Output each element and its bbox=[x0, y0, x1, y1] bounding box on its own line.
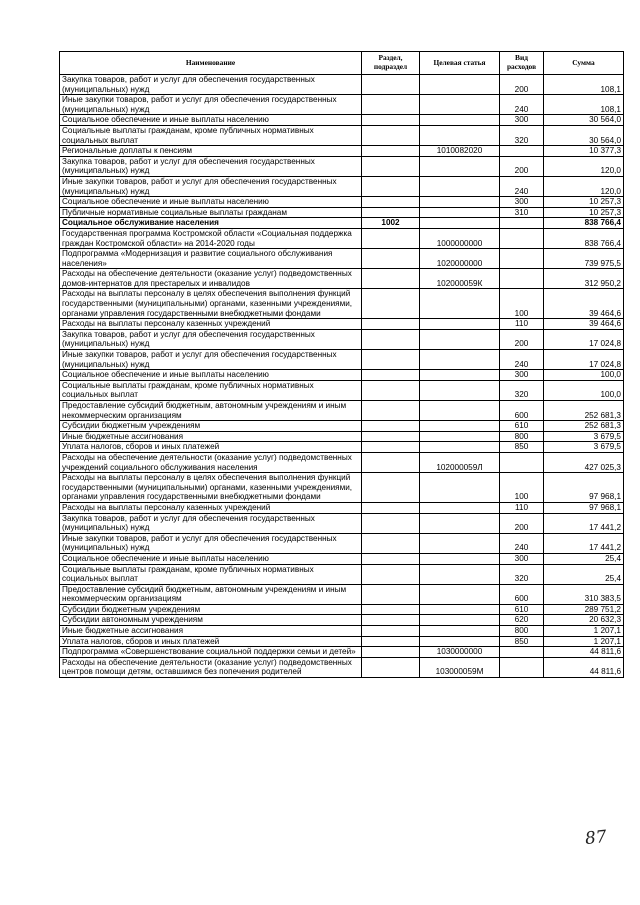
cell-kind bbox=[500, 269, 544, 289]
cell-target: 1030000000 bbox=[420, 647, 500, 658]
table-row bbox=[60, 421, 624, 432]
cell-sum: 739 975,5 bbox=[544, 249, 624, 269]
table-row bbox=[60, 95, 624, 115]
cell-kind: 600 bbox=[500, 584, 544, 604]
cell-kind: 300 bbox=[500, 553, 544, 564]
table-header bbox=[60, 52, 624, 75]
table-row bbox=[60, 176, 624, 196]
cell-kind: 320 bbox=[500, 125, 544, 145]
cell-section bbox=[362, 401, 420, 421]
table-row bbox=[60, 218, 624, 229]
cell-section bbox=[362, 197, 420, 208]
cell-section bbox=[362, 380, 420, 400]
cell-sum: 44 811,6 bbox=[544, 657, 624, 677]
budget-table bbox=[59, 51, 624, 678]
cell-name: Закупка товаров, работ и услуг для обеспечения государственных (муниципальных) нужд bbox=[60, 329, 362, 349]
cell-name: Расходы на обеспечение деятельности (оказание услуг) подведомственных учреждений социального обслуживания населения bbox=[60, 452, 362, 472]
header-section: Раздел, подраздел bbox=[362, 52, 420, 75]
table-row bbox=[60, 350, 624, 370]
table-row bbox=[60, 249, 624, 269]
table-row bbox=[60, 564, 624, 584]
cell-kind: 320 bbox=[500, 564, 544, 584]
cell-kind: 200 bbox=[500, 329, 544, 349]
cell-name: Социальное обеспечение и иные выплаты населению bbox=[60, 197, 362, 208]
cell-sum: 312 950,2 bbox=[544, 269, 624, 289]
cell-kind bbox=[500, 647, 544, 658]
cell-section bbox=[362, 533, 420, 553]
cell-kind: 610 bbox=[500, 421, 544, 432]
cell-name: Социальные выплаты гражданам, кроме публичных нормативных социальных выплат bbox=[60, 380, 362, 400]
cell-name: Иные бюджетные ассигнования bbox=[60, 431, 362, 442]
cell-kind bbox=[500, 657, 544, 677]
cell-kind: 200 bbox=[500, 513, 544, 533]
cell-kind: 110 bbox=[500, 502, 544, 513]
cell-section bbox=[362, 604, 420, 615]
cell-name: Иные закупки товаров, работ и услуг для обеспечения государственных (муниципальных) нужд bbox=[60, 533, 362, 553]
cell-kind: 240 bbox=[500, 350, 544, 370]
table-row bbox=[60, 647, 624, 658]
cell-sum: 1 207,1 bbox=[544, 636, 624, 647]
cell-section bbox=[362, 615, 420, 626]
table-row bbox=[60, 452, 624, 472]
cell-name: Региональные доплаты к пенсиям bbox=[60, 146, 362, 157]
cell-kind bbox=[500, 228, 544, 248]
cell-target: 1010082020 bbox=[420, 146, 500, 157]
table-row bbox=[60, 636, 624, 647]
cell-target bbox=[420, 636, 500, 647]
table-row bbox=[60, 513, 624, 533]
cell-target: 102000059Л bbox=[420, 452, 500, 472]
cell-section bbox=[362, 350, 420, 370]
cell-sum: 17 441,2 bbox=[544, 513, 624, 533]
table-row bbox=[60, 442, 624, 453]
table-row bbox=[60, 207, 624, 218]
cell-kind: 620 bbox=[500, 615, 544, 626]
cell-target: 102000059К bbox=[420, 269, 500, 289]
cell-section bbox=[362, 289, 420, 319]
cell-target bbox=[420, 207, 500, 218]
header-row bbox=[60, 52, 624, 75]
cell-name: Подпрограмма «Совершенствование социальной поддержки семьи и детей» bbox=[60, 647, 362, 658]
cell-name: Субсидии автономным учреждениям bbox=[60, 615, 362, 626]
cell-sum: 120,0 bbox=[544, 156, 624, 176]
cell-target bbox=[420, 604, 500, 615]
table-row bbox=[60, 125, 624, 145]
cell-kind: 320 bbox=[500, 380, 544, 400]
table-row bbox=[60, 473, 624, 503]
table-row bbox=[60, 380, 624, 400]
header-kind: Вид расходов bbox=[500, 52, 544, 75]
cell-sum: 838 766,4 bbox=[544, 218, 624, 229]
cell-target bbox=[420, 319, 500, 330]
cell-kind bbox=[500, 452, 544, 472]
table-row bbox=[60, 370, 624, 381]
table-row bbox=[60, 657, 624, 677]
cell-sum: 30 564,0 bbox=[544, 125, 624, 145]
cell-section bbox=[362, 156, 420, 176]
cell-sum: 97 968,1 bbox=[544, 473, 624, 503]
cell-target bbox=[420, 421, 500, 432]
cell-sum: 10 257,3 bbox=[544, 197, 624, 208]
cell-sum: 120,0 bbox=[544, 176, 624, 196]
cell-kind bbox=[500, 249, 544, 269]
cell-target bbox=[420, 615, 500, 626]
cell-target bbox=[420, 115, 500, 126]
cell-section bbox=[362, 146, 420, 157]
cell-name: Социальные выплаты гражданам, кроме публичных нормативных социальных выплат bbox=[60, 564, 362, 584]
cell-section bbox=[362, 647, 420, 658]
cell-target bbox=[420, 442, 500, 453]
table-row bbox=[60, 269, 624, 289]
cell-kind: 300 bbox=[500, 197, 544, 208]
cell-section bbox=[362, 553, 420, 564]
table-row bbox=[60, 401, 624, 421]
table-row bbox=[60, 146, 624, 157]
cell-section bbox=[362, 329, 420, 349]
cell-target bbox=[420, 431, 500, 442]
cell-sum: 108,1 bbox=[544, 95, 624, 115]
table-row bbox=[60, 431, 624, 442]
table-row bbox=[60, 329, 624, 349]
cell-section bbox=[362, 442, 420, 453]
cell-sum: 17 441,2 bbox=[544, 533, 624, 553]
cell-kind: 240 bbox=[500, 95, 544, 115]
cell-sum: 252 681,3 bbox=[544, 401, 624, 421]
cell-sum: 25,4 bbox=[544, 553, 624, 564]
cell-name: Иные закупки товаров, работ и услуг для обеспечения государственных (муниципальных) нужд bbox=[60, 350, 362, 370]
cell-target bbox=[420, 533, 500, 553]
cell-name: Субсидии бюджетным учреждениям bbox=[60, 421, 362, 432]
table-row bbox=[60, 584, 624, 604]
cell-name: Закупка товаров, работ и услуг для обеспечения государственных (муниципальных) нужд bbox=[60, 156, 362, 176]
cell-kind: 100 bbox=[500, 473, 544, 503]
cell-section bbox=[362, 564, 420, 584]
table-row bbox=[60, 319, 624, 330]
cell-kind bbox=[500, 146, 544, 157]
cell-section bbox=[362, 319, 420, 330]
cell-sum: 108,1 bbox=[544, 75, 624, 95]
cell-kind: 200 bbox=[500, 75, 544, 95]
cell-target bbox=[420, 95, 500, 115]
cell-section bbox=[362, 452, 420, 472]
cell-sum: 39 464,6 bbox=[544, 289, 624, 319]
cell-name: Расходы на обеспечение деятельности (оказание услуг) подведомственных домов-интернатов для престарелых и инвалидов bbox=[60, 269, 362, 289]
header-target: Целевая статья bbox=[420, 52, 500, 75]
cell-kind: 600 bbox=[500, 401, 544, 421]
cell-kind: 300 bbox=[500, 115, 544, 126]
cell-name: Подпрограмма «Модернизация и развитие социального обслуживания населения» bbox=[60, 249, 362, 269]
cell-target bbox=[420, 626, 500, 637]
cell-section bbox=[362, 207, 420, 218]
cell-name: Уплата налогов, сборов и иных платежей bbox=[60, 636, 362, 647]
cell-kind: 850 bbox=[500, 636, 544, 647]
cell-name: Предоставление субсидий бюджетным, автономным учреждениям и иным некоммерческим организациям bbox=[60, 584, 362, 604]
header-sum: Сумма bbox=[544, 52, 624, 75]
cell-name: Расходы на выплаты персоналу в целях обеспечения выполнения функций государственными (муниципальными) органами, казенными учреждениями, органами управления государственными внебюджетными фондами bbox=[60, 473, 362, 503]
cell-name: Публичные нормативные социальные выплаты гражданам bbox=[60, 207, 362, 218]
cell-name: Социальное обеспечение и иные выплаты населению bbox=[60, 553, 362, 564]
cell-section bbox=[362, 513, 420, 533]
cell-sum: 100,0 bbox=[544, 380, 624, 400]
cell-target: 1020000000 bbox=[420, 249, 500, 269]
table-row bbox=[60, 228, 624, 248]
cell-kind: 110 bbox=[500, 319, 544, 330]
cell-target: 1000000000 bbox=[420, 228, 500, 248]
cell-kind: 310 bbox=[500, 207, 544, 218]
table-row bbox=[60, 502, 624, 513]
table-row bbox=[60, 615, 624, 626]
cell-target bbox=[420, 513, 500, 533]
cell-target bbox=[420, 502, 500, 513]
cell-section bbox=[362, 584, 420, 604]
cell-section bbox=[362, 473, 420, 503]
cell-target bbox=[420, 156, 500, 176]
cell-section bbox=[362, 228, 420, 248]
cell-sum: 44 811,6 bbox=[544, 647, 624, 658]
cell-section bbox=[362, 431, 420, 442]
cell-sum: 3 679,5 bbox=[544, 442, 624, 453]
cell-section bbox=[362, 502, 420, 513]
cell-sum: 310 383,5 bbox=[544, 584, 624, 604]
cell-section: 1002 bbox=[362, 218, 420, 229]
table-row bbox=[60, 289, 624, 319]
cell-section bbox=[362, 421, 420, 432]
cell-target bbox=[420, 125, 500, 145]
cell-name: Закупка товаров, работ и услуг для обеспечения государственных (муниципальных) нужд bbox=[60, 513, 362, 533]
cell-target bbox=[420, 75, 500, 95]
cell-sum: 838 766,4 bbox=[544, 228, 624, 248]
cell-section bbox=[362, 176, 420, 196]
table-row bbox=[60, 115, 624, 126]
cell-sum: 252 681,3 bbox=[544, 421, 624, 432]
cell-name: Социальное обеспечение и иные выплаты населению bbox=[60, 115, 362, 126]
cell-section bbox=[362, 657, 420, 677]
cell-section bbox=[362, 269, 420, 289]
cell-target bbox=[420, 218, 500, 229]
table-row bbox=[60, 553, 624, 564]
table-row bbox=[60, 604, 624, 615]
cell-sum: 1 207,1 bbox=[544, 626, 624, 637]
cell-sum: 25,4 bbox=[544, 564, 624, 584]
table-row bbox=[60, 75, 624, 95]
cell-sum: 3 679,5 bbox=[544, 431, 624, 442]
page-number: 87 bbox=[584, 826, 608, 850]
cell-name: Расходы на выплаты персоналу казенных учреждений bbox=[60, 319, 362, 330]
cell-name: Расходы на обеспечение деятельности (оказание услуг) подведомственных центров помощи детям, оставшимся без попечения родителей bbox=[60, 657, 362, 677]
cell-sum: 30 564,0 bbox=[544, 115, 624, 126]
cell-kind: 300 bbox=[500, 370, 544, 381]
cell-target bbox=[420, 289, 500, 319]
cell-kind: 610 bbox=[500, 604, 544, 615]
cell-sum: 20 632,3 bbox=[544, 615, 624, 626]
cell-kind: 100 bbox=[500, 289, 544, 319]
cell-sum: 289 751,2 bbox=[544, 604, 624, 615]
cell-target bbox=[420, 473, 500, 503]
cell-target bbox=[420, 329, 500, 349]
table-row bbox=[60, 156, 624, 176]
cell-name: Субсидии бюджетным учреждениям bbox=[60, 604, 362, 615]
cell-name: Предоставление субсидий бюджетным, автономным учреждениям и иным некоммерческим организациям bbox=[60, 401, 362, 421]
cell-section bbox=[362, 626, 420, 637]
cell-target: 103000059М bbox=[420, 657, 500, 677]
cell-target bbox=[420, 401, 500, 421]
cell-kind: 200 bbox=[500, 156, 544, 176]
cell-name: Иные бюджетные ассигнования bbox=[60, 626, 362, 637]
cell-kind: 800 bbox=[500, 431, 544, 442]
cell-target bbox=[420, 564, 500, 584]
table-row bbox=[60, 197, 624, 208]
cell-section bbox=[362, 636, 420, 647]
cell-kind bbox=[500, 218, 544, 229]
cell-name: Иные закупки товаров, работ и услуг для обеспечения государственных (муниципальных) нужд bbox=[60, 95, 362, 115]
cell-sum: 39 464,6 bbox=[544, 319, 624, 330]
table-body bbox=[60, 75, 624, 678]
cell-target bbox=[420, 380, 500, 400]
cell-name: Расходы на выплаты персоналу в целях обеспечения выполнения функций государственными (муниципальными) органами, казенными учреждениями, органами управления государственными внебюджетными фондами bbox=[60, 289, 362, 319]
cell-section bbox=[362, 95, 420, 115]
cell-sum: 100,0 bbox=[544, 370, 624, 381]
cell-name: Государственная программа Костромской области «Социальная поддержка граждан Костромской области» на 2014-2020 годы bbox=[60, 228, 362, 248]
cell-name: Социальное обеспечение и иные выплаты населению bbox=[60, 370, 362, 381]
cell-name: Иные закупки товаров, работ и услуг для обеспечения государственных (муниципальных) нужд bbox=[60, 176, 362, 196]
cell-kind: 240 bbox=[500, 176, 544, 196]
cell-sum: 10 257,3 bbox=[544, 207, 624, 218]
cell-sum: 17 024,8 bbox=[544, 350, 624, 370]
cell-target bbox=[420, 370, 500, 381]
cell-target bbox=[420, 584, 500, 604]
cell-section bbox=[362, 125, 420, 145]
cell-name: Социальное обслуживание населения bbox=[60, 218, 362, 229]
cell-target bbox=[420, 350, 500, 370]
cell-name: Уплата налогов, сборов и иных платежей bbox=[60, 442, 362, 453]
cell-name: Расходы на выплаты персоналу казенных учреждений bbox=[60, 502, 362, 513]
cell-name: Социальные выплаты гражданам, кроме публичных нормативных социальных выплат bbox=[60, 125, 362, 145]
cell-sum: 10 377,3 bbox=[544, 146, 624, 157]
cell-section bbox=[362, 115, 420, 126]
cell-section bbox=[362, 370, 420, 381]
cell-kind: 850 bbox=[500, 442, 544, 453]
cell-target bbox=[420, 553, 500, 564]
table-row bbox=[60, 626, 624, 637]
header-name: Наименование bbox=[60, 52, 362, 75]
table-row bbox=[60, 533, 624, 553]
cell-section bbox=[362, 249, 420, 269]
cell-section bbox=[362, 75, 420, 95]
cell-sum: 427 025,3 bbox=[544, 452, 624, 472]
cell-name: Закупка товаров, работ и услуг для обеспечения государственных (муниципальных) нужд bbox=[60, 75, 362, 95]
cell-kind: 800 bbox=[500, 626, 544, 637]
cell-sum: 97 968,1 bbox=[544, 502, 624, 513]
cell-target bbox=[420, 197, 500, 208]
cell-sum: 17 024,8 bbox=[544, 329, 624, 349]
cell-kind: 240 bbox=[500, 533, 544, 553]
cell-target bbox=[420, 176, 500, 196]
